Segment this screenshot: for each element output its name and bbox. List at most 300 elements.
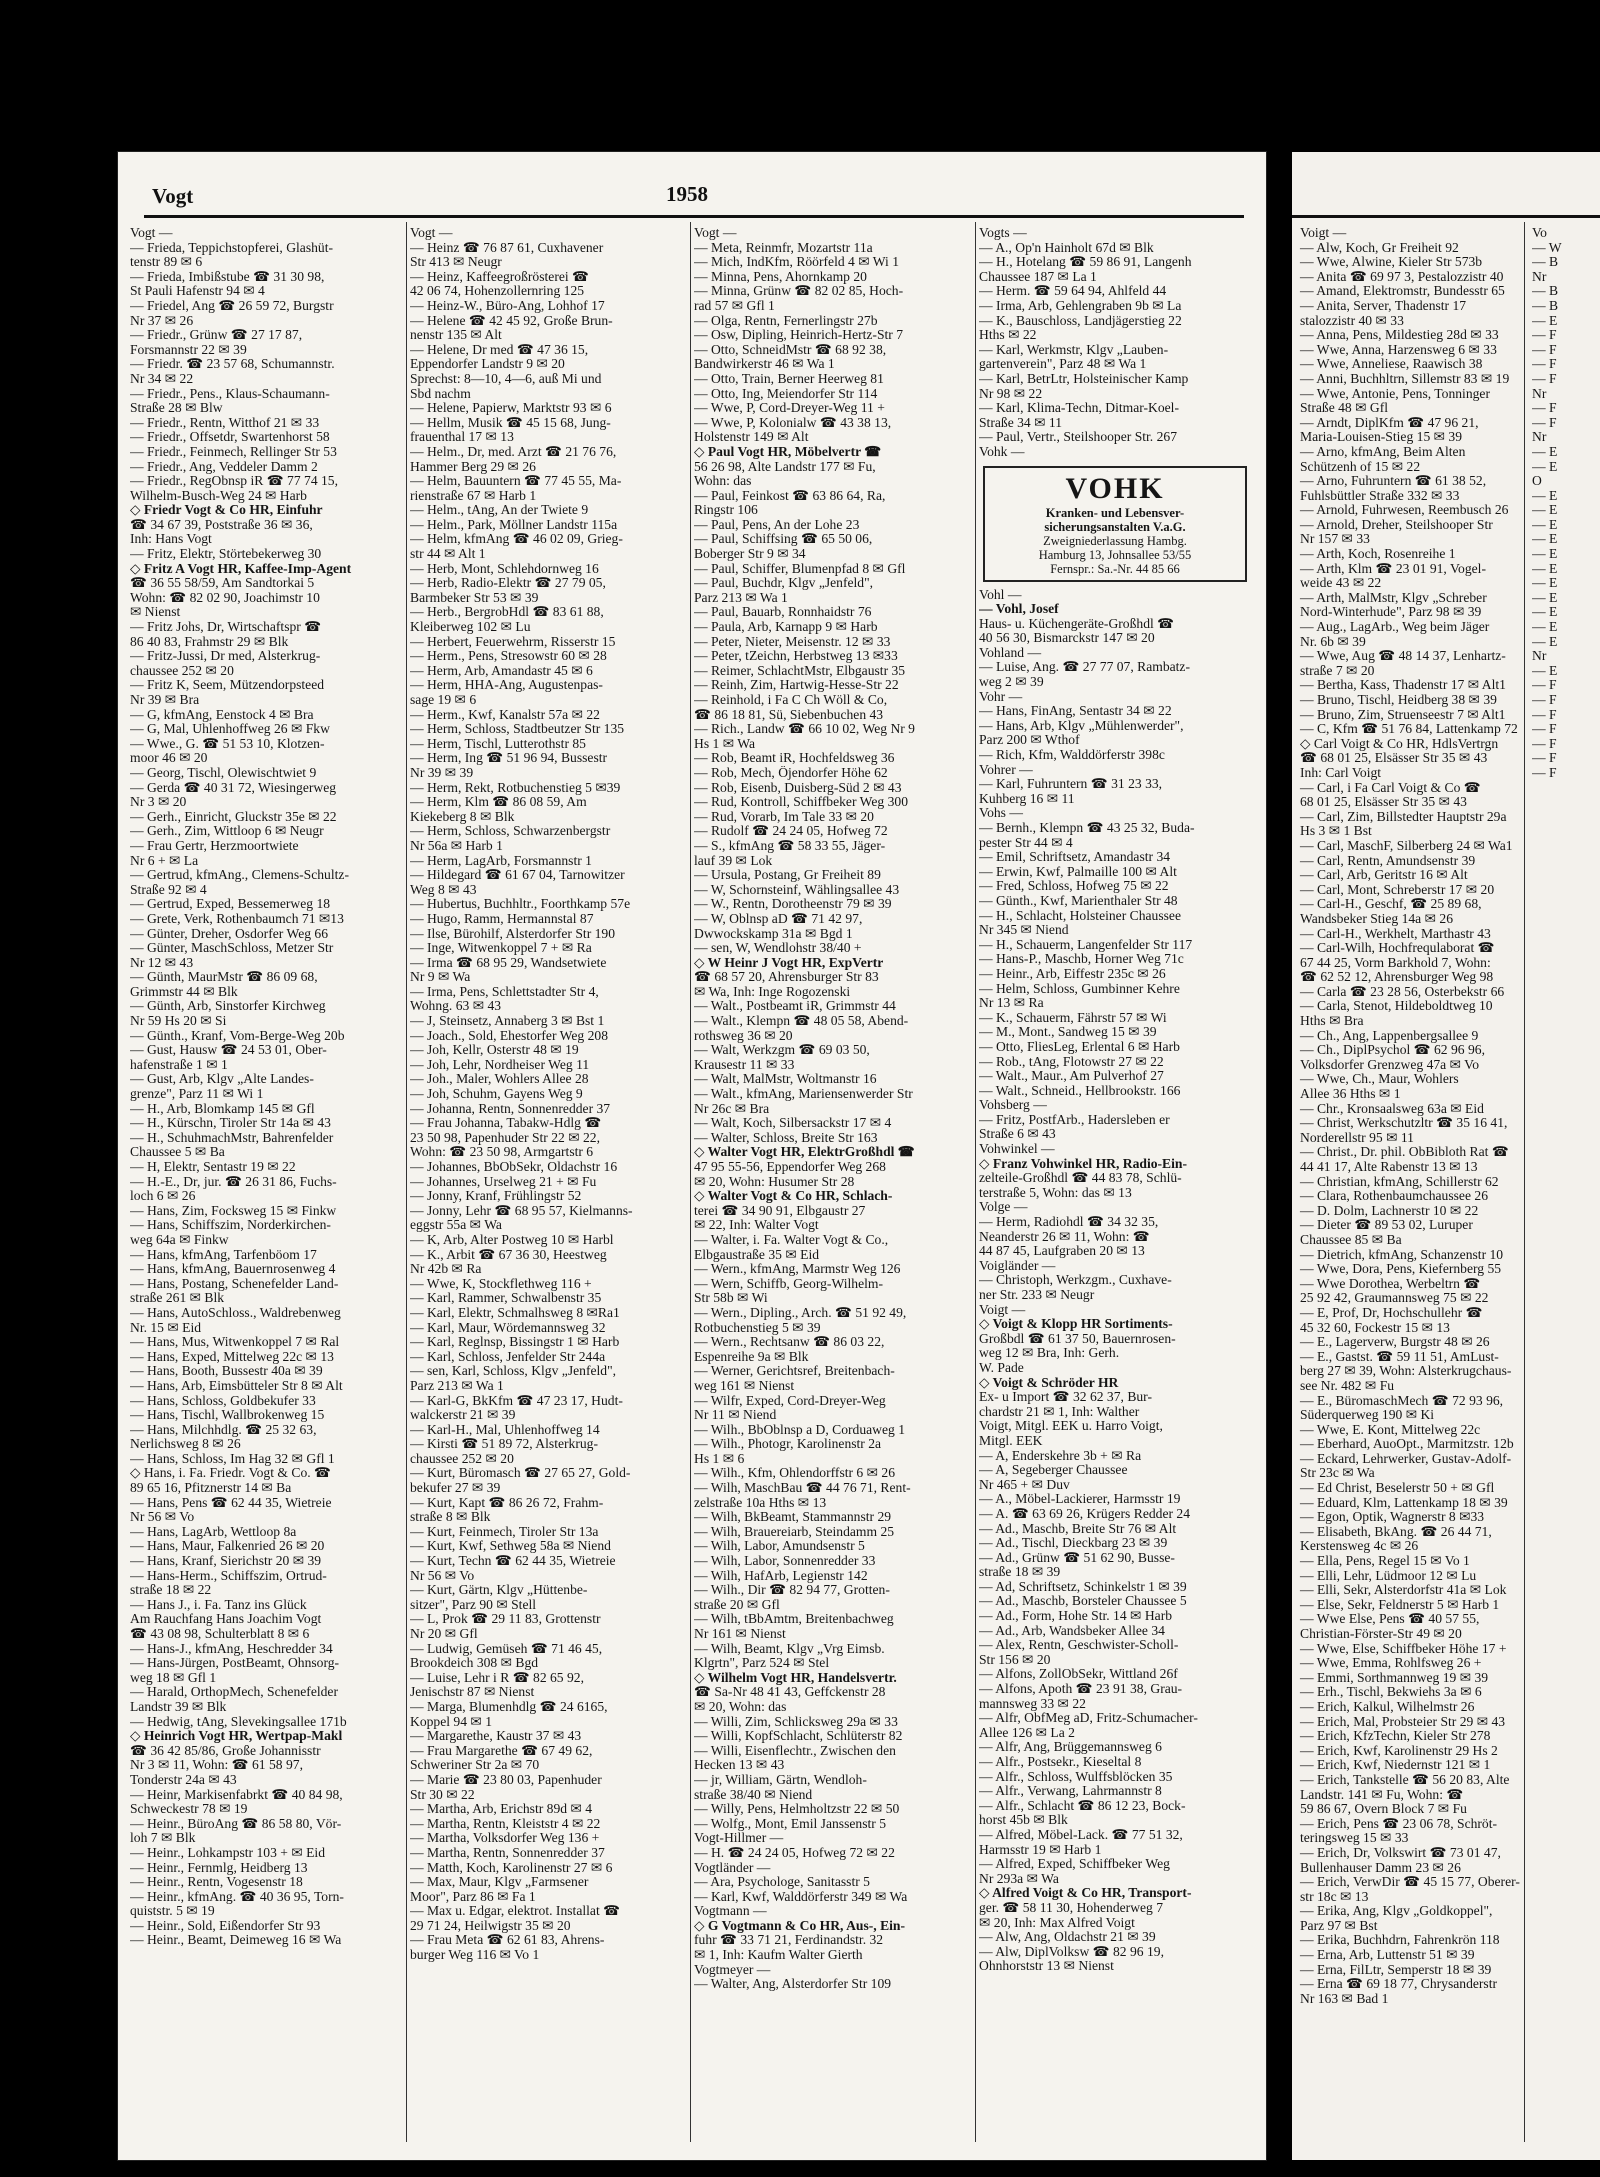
directory-entry-line: — A, Segeberger Chaussee [979,1463,1128,1478]
directory-entry-line: — Erna, Arb, Luttenstr 51 ✉ 39 [1300,1947,1475,1963]
directory-entry-line: straße 38/40 ✉ Niend [694,1787,813,1802]
directory-entry-line: — E [1532,575,1558,591]
directory-entry-line: — Walter, i. Fa. Walter Vogt & Co., [694,1232,889,1247]
directory-entry-line: — Elisabeth, BkAng. ☎ 26 44 71, [1300,1523,1492,1539]
directory-entry-line: Eppendorfer Landstr 9 ✉ 20 [410,357,565,372]
directory-entry-line: — Ad., Form, Hohe Str. 14 ✉ Harb [979,1609,1173,1624]
directory-entry-line: — H., Arb, Blomkamp 145 ✉ Gfl [130,1101,315,1116]
directory-entry-line: — F [1532,677,1557,693]
directory-entry-line: tenstr 89 ✉ 6 [130,255,203,270]
directory-entry-line: — Ad., Arb, Wandsbeker Allee 34 [979,1623,1165,1638]
directory-entry-line: — Karl, Werkmstr, Klgv „Lauben- [979,342,1169,357]
directory-entry-line: terei ☎ 34 90 91, Elbgaustr 27 [694,1203,866,1218]
directory-entry-line: Hs 1 ✉ 6 [694,1451,745,1466]
directory-entry-line: Nr 163 ✉ Bad 1 [1300,1990,1389,2006]
directory-entry-line: — sen, W, Wendlohstr 38/40 + [694,941,862,956]
directory-entry-line: Kiekeberg 8 ✉ Blk [410,809,515,824]
directory-entry-line: — Joach., Sold, Ehestorfer Weg 208 [410,1028,608,1043]
directory-entry-line: fuhr ☎ 33 71 21, Ferdinandstr. 32 [694,1933,884,1948]
directory-entry-line: — Dietrich, kfmAng, Schanzenstr 10 [1300,1246,1504,1262]
directory-entry-line: — Elli, Sekr, Alsterdorfstr 41a ✉ Lok [1300,1582,1507,1598]
directory-entry-line: — Friedr., Pens., Klaus-Schaumann- [130,386,330,401]
directory-entry-line: Nr 37 ✉ 26 [130,313,194,328]
directory-entry-line: Vogt-Hillmer — [694,1831,784,1846]
directory-entry-line: — C, Kfm ☎ 51 76 84, Lattenkamp 72 [1300,721,1518,737]
directory-entry-line: ◇ Paul Vogt HR, Möbelvertr ☎ [694,444,882,459]
directory-entry-line: — Wilh, Beamt, Klgv „Vrg Eimsb. [694,1641,885,1656]
directory-entry-line: — Arndt, DiplKfm ☎ 47 96 21, [1300,414,1479,430]
directory-entry-line: — Hans, Zim, Focksweg 15 ✉ Finkw [130,1203,337,1218]
directory-entry-line: — E [1532,312,1558,328]
directory-entry-line: loh 7 ✉ Blk [130,1831,196,1846]
entry-column-4 [979,226,1253,2146]
directory-entry-line: — Meta, Reinmfr, Mozartstr 11a [694,240,873,255]
directory-entry-line: — Ad., Maschb, Borsteler Chaussee 5 [979,1594,1187,1609]
directory-entry-line: Str 58b ✉ Wi [694,1291,768,1306]
directory-entry-line: straße 18 ✉ 39 [979,1565,1061,1580]
directory-entry-line: Nr 56 ✉ Vo [130,1510,195,1525]
directory-entry-line: — Anna, Pens, Mildestieg 28d ✉ 33 [1300,327,1499,343]
directory-entry-line: Süderquerweg 190 ✉ Ki [1300,1407,1435,1423]
directory-entry-line: — Herm, Rekt, Rotbuchenstieg 5 ✉39 [410,780,621,795]
directory-entry-line: — Herm, Schloss, Stadtbeutzer Str 135 [410,722,625,737]
directory-entry-line: — Christian, kfmAng, Schillerstr 62 [1300,1173,1499,1189]
directory-entry-line: — Hans, Arb, Eimsbütteler Str 8 ✉ Alt [130,1378,343,1393]
directory-entry-line: — A. ☎ 63 69 26, Krügers Redder 24 [979,1506,1190,1521]
directory-entry-line: 86 40 83, Frahmstr 29 ✉ Blk [130,634,289,649]
directory-entry-line: — Hubertus, Buchhltr., Foorthkamp 57e [410,897,631,912]
directory-entry-line: — Heinr., Arb, Eiffestr 235c ✉ 26 [979,966,1166,981]
directory-entry-line: Boberger Str 9 ✉ 34 [694,547,806,562]
directory-entry-line: — Minna, Grünw ☎ 82 02 85, Hoch- [694,284,904,299]
directory-entry-line: — Herm., Pens, Stresowstr 60 ✉ 28 [410,649,607,664]
directory-entry-line: Bullenhauser Damm 23 ✉ 26 [1300,1859,1461,1875]
directory-entry-line: — H, Elektr, Sentastr 19 ✉ 22 [130,1160,296,1174]
directory-entry-line: Vohland — [979,645,1042,660]
directory-entry-line: — F [1532,750,1557,766]
directory-entry-line: Weg 8 ✉ 43 [410,882,477,897]
directory-entry-line: ger. ☎ 58 11 30, Hohenderweg 7 [979,1900,1164,1915]
directory-entry-line: — Margarethe, Kaustr 37 ✉ 43 [410,1729,582,1744]
directory-entry-line: — Hans, Arb, Klgv „Mühlenwerder", [979,718,1184,733]
directory-entry-line: Straße 6 ✉ 43 [979,1127,1056,1142]
directory-entry-line: — Paul, Buchdr, Klgv „Jenfeld", [694,576,874,591]
directory-entry-line: — Karl-G, BkKfm ☎ 47 23 17, Hudt- [410,1393,623,1408]
entry-column-6-cropped [1532,226,1600,781]
directory-entry-line: — E [1532,633,1558,649]
directory-entry-line: Nr [1532,429,1547,445]
directory-entry-line: — Hans-Herm., Schiffszim, Ortrud- [130,1568,327,1583]
directory-entry-line: — Walt., Postbeamt iR, Grimmstr 44 [694,999,896,1014]
directory-entry-line: — Erich, Kwf, Niedernstr 121 ✉ 1 [1300,1757,1491,1773]
directory-entry-line: — Kurt, Feinmech, Tiroler Str 13a [410,1524,599,1539]
directory-entry-line: — Hans-P., Maschb, Horner Weg 71c [979,952,1184,967]
directory-entry-line: 44 87 45, Laufgraben 20 ✉ 13 [979,1244,1145,1259]
directory-entry-line: Str 413 ✉ Neugr [410,255,502,270]
directory-entry-line: 68 01 25, Elsässer Str 35 ✉ 43 [1300,794,1467,810]
directory-entry-line: — Alfons, ZollObSekr, Wittland 26f [979,1667,1178,1682]
directory-entry-line: Vogt — [410,226,453,240]
directory-entry-line: — Karl, Rammer, Schwalbenstr 35 [410,1291,602,1306]
directory-entry-line: lauf 39 ✉ Lok [694,853,773,868]
directory-entry-line: — Wilh, Labor, Amundsenstr 5 [694,1539,865,1554]
directory-entry-line: — jr, William, Gärtn, Wendloh- [694,1772,867,1787]
directory-entry-line: — Heinz ☎ 76 87 61, Cuxhavener [410,240,604,255]
directory-entry-line: — Herm, Tischl, Lutterothstr 85 [410,736,586,751]
directory-entry-line: — Walt, MalMstr, Woltmanstr 16 [694,1072,877,1087]
directory-entry-line: Hs 3 ✉ 1 Bst [1300,823,1372,839]
directory-entry-line: — Hans, Schloss, Im Hag 32 ✉ Gfl 1 [130,1451,335,1466]
directory-entry-line: — Ara, Psychologe, Sanitasstr 5 [694,1875,870,1890]
directory-entry-line: — Paul, Feinkost ☎ 63 86 64, Ra, [694,488,886,503]
ad-line: sicherungsanstalten V.a.G. [1044,519,1186,534]
directory-entry-line: — Herm, LagArb, Forsmannstr 1 [410,853,592,868]
directory-entry-line: Sprechst: 8—10, 4—6, auß Mi und [410,371,602,386]
directory-entry-line: Neanderstr 26 ✉ 11, Wohn: ☎ [979,1229,1150,1244]
directory-entry-line: — B [1532,254,1559,270]
directory-entry-line: Ohnhorststr 13 ✉ Nienst [979,1959,1114,1974]
directory-entry-line: — Heinr., kfmAng. ☎ 40 36 95, Torn- [130,1889,344,1904]
header-rule [144,215,1244,218]
directory-entry-line: Parz 213 ✉ Wa 1 [694,590,788,605]
directory-entry-line: — Reimer, SchlachtMstr, Elbgaustr 35 [694,663,906,678]
directory-entry-line: Volksdorfer Grenzweg 47a ✉ Vo [1300,1056,1480,1072]
directory-entry-line: — Heinr., BüroAng ☎ 86 58 80, Vör- [130,1816,342,1831]
directory-entry-line: Vohl — [979,587,1022,602]
directory-entry-line: — Wwe Dorothea, Werbeltrn ☎ [1300,1275,1481,1291]
directory-entry-line: — A., Möbel-Lackierer, Harmsstr 19 [979,1492,1181,1507]
directory-entry-line: Fuhlsbüttler Straße 332 ✉ 33 [1300,487,1460,503]
directory-entry-line: — Wilh, MaschBau ☎ 44 76 71, Rent- [694,1481,911,1496]
directory-entry-line: — Ad., Maschb, Breite Str 76 ✉ Alt [979,1521,1177,1536]
directory-entry-line: — Herbert, Feuerwehrm, Risserstr 15 [410,634,616,649]
directory-entry-line: str 44 ✉ Alt 1 [410,547,486,562]
directory-entry-line: Nerlichsweg 8 ✉ 26 [130,1437,241,1452]
directory-entry-line: horst 45b ✉ Blk [979,1813,1068,1828]
directory-entry-line: — Arno, kfmAng, Beim Alten [1300,443,1466,459]
directory-entry-line: — Wilh, HafArb, Legienstr 142 [694,1568,868,1583]
directory-entry-line: — Hans, Exped, Mittelweg 22c ✉ 13 [130,1349,334,1364]
directory-entry-line: — Günter, Dreher, Osdorfer Weg 66 [130,926,329,941]
directory-entry-line: — Otto, Train, Berner Heerweg 81 [694,371,884,386]
directory-entry-line: — Heinr., Fernmlg, Heidberg 13 [130,1860,308,1875]
directory-entry-line: — Hans, Mus, Witwenkoppel 7 ✉ Ral [130,1335,340,1350]
directory-entry-line: — F [1532,341,1557,357]
directory-entry-line: — J, Steinsetz, Annaberg 3 ✉ Bst 1 [410,1014,605,1029]
directory-entry-line: 47 95 55-56, Eppendorfer Weg 268 [694,1160,886,1174]
col4-top-entries [979,226,1253,460]
directory-entry-line: Dwwockskamp 31a ✉ Bgd 1 [694,926,853,941]
directory-entry-line: 89 65 16, Pfitznerstr 14 ✉ Ba [130,1481,292,1496]
directory-entry-line: — Walter, Ang, Alsterdorfer Str 109 [694,1977,892,1992]
directory-entry-line: — K., Arbit ☎ 67 36 30, Heestweg [410,1247,607,1262]
directory-entry-line: — Hans J., i. Fa. Tanz ins Glück [130,1597,307,1612]
directory-entry-line: — Clara, Rothenbaumchaussee 26 [1300,1188,1488,1204]
directory-entry-line: Grimmstr 44 ✉ Blk [130,984,238,999]
directory-entry-line: — W, Schornsteinf, Wählingsallee 43 [694,882,900,897]
directory-entry-line: straße 261 ✉ Blk [130,1291,225,1306]
directory-entry-line: Wilhelm-Busch-Weg 24 ✉ Harb [130,488,307,503]
directory-entry-line: — Heinr, Markisenfabrkt ☎ 40 84 98, [130,1787,343,1802]
directory-entry-line: weg 18 ✉ Gfl 1 [130,1670,217,1685]
directory-entry-line: Holstenstr 149 ✉ Alt [694,430,809,445]
directory-entry-line: Straße 48 ✉ Gfl [1300,400,1389,416]
directory-entry-line: — H., Hotelang ☎ 59 86 91, Langenh [979,255,1192,270]
directory-entry-line: Harmsstr 19 ✉ Harb 1 [979,1842,1102,1857]
directory-entry-line: — E., Gastst. ☎ 59 11 51, AmLust- [1300,1348,1499,1364]
directory-entry-line: — Wwe, Ch., Maur, Wohlers [1300,1071,1459,1087]
directory-entry-line: ☎ 86 18 81, Sü, Siebenbuchen 43 [694,707,884,722]
directory-entry-line: — Johanna, Rentn, Sonnenredder 37 [410,1101,611,1116]
directory-entry-line: ✉ 20, Wohn: Husumer Str 28 [694,1174,855,1189]
directory-entry-line: — Alfons, Apoth ☎ 23 91 38, Grau- [979,1682,1183,1697]
directory-entry-line: Koppel 94 ✉ 1 [410,1714,492,1729]
directory-entry-line: — W., Rentn, Dorotheenstr 79 ✉ 39 [694,897,892,912]
ad-line: Hamburg 13, Johnsallee 53/55 [1038,547,1192,562]
directory-entry-line: — F [1532,400,1557,416]
directory-entry-line: bekufer 27 ✉ 39 [410,1481,501,1496]
directory-entry-line: — Friedr., Feinmech, Rellinger Str 53 [130,444,337,459]
directory-entry-line: — Günter, MaschSchloss, Metzer Str [130,941,334,956]
directory-entry-line: — K, Arb, Alter Postweg 10 ✉ Harbl [410,1232,614,1247]
directory-entry-line: ◇ G Vogtmann & Co HR, Aus-, Ein- [694,1918,906,1933]
page-year-header: 1958 [666,182,708,206]
directory-entry-line: — Alex, Rentn, Geschwister-Scholl- [979,1638,1179,1653]
directory-entry-line: — Carl-H., Geschf, ☎ 25 89 68, [1300,896,1482,912]
directory-entry-line: — Martha, Volksdorfer Weg 136 + [410,1831,600,1846]
directory-entry-line: — Hugo, Ramm, Hermannstal 87 [410,911,594,926]
directory-entry-line: — Helene, Papierw, Marktstr 93 ✉ 6 [410,401,612,416]
directory-entry-line: Hs 1 ✉ Wa [694,736,756,751]
directory-entry-line: — Bruno, Zim, Struenseestr 7 ✉ Alt1 [1300,706,1506,722]
directory-entry-line: — Wern, Schiffb, Georg-Wilhelm- [694,1276,884,1291]
directory-entry-line: ◇ Fritz A Vogt HR, Kaffee-Imp-Agent [130,561,352,576]
directory-entry-line: pester Str 44 ✉ 4 [979,835,1073,850]
directory-entry-line: — Paul, Schiffsing ☎ 65 50 06, [694,532,873,547]
directory-entry-line: Maria-Louisen-Stieg 15 ✉ 39 [1300,429,1463,445]
directory-entry-line: — Osw, Dipling, Heinrich-Hertz-Str 7 [694,328,904,343]
directory-entry-line: — Karl, Maur, Wördemannsweg 32 [410,1320,606,1335]
directory-entry-line: — Paul, Pens, An der Lohe 23 [694,517,860,532]
directory-entry-line: — Helm, kfmAng ☎ 46 02 09, Grieg- [410,532,623,547]
directory-entry-line: — Johannes, BbObSekr, Oldachstr 16 [410,1160,618,1174]
directory-entry-line: — Hans, FinAng, Sentastr 34 ✉ 22 [979,704,1172,719]
directory-entry-line: straße 18 ✉ 22 [130,1583,212,1598]
directory-entry-line: Nr [1532,268,1547,284]
directory-entry-line: — Eckard, Lehrwerker, Gustav-Adolf- [1300,1450,1512,1466]
directory-entry-line: — Martha, Rentn, Kleiststr 4 ✉ 22 [410,1816,601,1831]
directory-entry-line: — Gertrud, Exped, Bessemerweg 18 [130,897,331,912]
directory-entry-line: — Wilh, Labor, Sonnenredder 33 [694,1554,876,1569]
directory-entry-line: — Friedr. ☎ 23 57 68, Schumannstr. [130,357,335,372]
directory-entry-line: rad 57 ✉ Gfl 1 [694,298,775,313]
directory-entry-line: — Alfr, ObfMeg aD, Fritz-Schumacher- [979,1711,1198,1726]
directory-entry-line: — Carl-Wilh, Hochfrequlaborat ☎ [1300,940,1495,956]
column-divider [1524,222,1525,2142]
directory-entry-line: — Arth, Klm ☎ 23 01 91, Vogel- [1300,560,1486,576]
directory-entry-line: — Walt, Koch, Silbersackstr 17 ✉ 4 [694,1116,892,1131]
directory-entry-line: — Hans, LagArb, Wettloop 8a [130,1524,297,1539]
directory-entry-line: Voigt — [1300,225,1347,240]
directory-entry-line: — Erika, Buchhdrn, Fahrenkrön 118 [1300,1932,1500,1948]
directory-entry-line: Vogtmeyer — [694,1962,771,1977]
directory-entry-line: — Rob., tAng, Flotowstr 27 ✉ 22 [979,1054,1164,1069]
directory-entry-line: 45 32 60, Fockestr 15 ✉ 13 [1300,1319,1450,1335]
directory-entry-line: — Günth., Kwf, Marienthaler Str 48 [979,893,1178,908]
directory-entry-line: — Friedel, Ang ☎ 26 59 72, Burgstr [130,298,334,313]
directory-entry-line: — Carla, Stenot, Hildeboldtweg 10 [1300,998,1493,1014]
directory-entry-line: — Matth, Koch, Karolinenstr 27 ✉ 6 [410,1860,613,1875]
ad-line: Kranken- und Lebensver- [1045,505,1185,520]
directory-entry-line: — Frau Gertr, Herzmoortwiete [130,838,299,853]
directory-entry-line: — Christoph, Werkzgm., Cuxhave- [979,1273,1172,1288]
directory-entry-line: Vogt — [130,226,173,240]
directory-entry-line: — E [1532,662,1558,678]
directory-entry-line: — H., Schauerm, Langenfelder Str 117 [979,937,1193,952]
directory-entry-line: ☎ 68 57 20, Ahrensburger Str 83 [694,970,879,985]
directory-entry-line: ☎ Sa-Nr 48 41 43, Geffckenstr 28 [694,1685,886,1700]
directory-entry-line: — Alfred, Exped, Schiffbeker Weg [979,1857,1170,1872]
directory-entry-line: — Erika, Ang, Klgv „Goldkoppel", [1300,1903,1493,1919]
directory-entry-line: — Helm., Park, Möllner Landstr 115a [410,517,618,532]
directory-entry-line: — Olga, Rentn, Fernerlingstr 27b [694,313,878,328]
ad-line: Zweigniederlassung Hambg. [1043,533,1187,548]
directory-entry-line: Straße 28 ✉ Blw [130,401,223,416]
directory-entry-line: — Heinr., Beamt, Deimeweg 16 ✉ Wa [130,1933,342,1948]
directory-entry-line: — Karl, Elektr, Schmalhsweg 8 ✉Ra1 [410,1305,620,1320]
column-divider [690,222,691,2142]
directory-entry-line: — Erich, Pens ☎ 23 06 78, Schröt- [1300,1815,1498,1831]
directory-entry-line: — Friedr., Rentn, Witthof 21 ✉ 33 [130,415,320,430]
directory-entry-line: — Carl, i Fa Carl Voigt & Co ☎ [1300,779,1481,795]
directory-entry-line: — F [1532,692,1557,707]
directory-entry-line: moor 46 ✉ 20 [130,751,208,766]
directory-entry-line: — Fritz-Jussi, Dr med, Alsterkrug- [130,649,321,664]
directory-entry-line: — Bernh., Klempn ☎ 43 25 32, Buda- [979,821,1195,835]
directory-entry-line: ◇ Voigt & Schröder HR [979,1375,1119,1390]
directory-entry-line: — Alfr., Schlacht ☎ 86 12 23, Bock- [979,1798,1186,1813]
directory-entry-line: — Ad., Tischl, Dieckbarg 23 ✉ 39 [979,1536,1168,1551]
column-divider [406,222,407,2142]
directory-entry-line: — Luise, Lehr i R ☎ 82 65 92, [410,1670,584,1685]
directory-entry-line: — Wwe., G. ☎ 51 53 10, Klotzen- [130,736,325,751]
directory-entry-line: — Paula, Arb, Karnapp 9 ✉ Harb [694,620,878,635]
directory-entry-line: — Peter, Nieter, Meisenstr. 12 ✉ 33 [694,634,891,649]
directory-entry-line: ◇ Wilhelm Vogt HR, Handelsvertr. [694,1670,897,1685]
directory-entry-line: burger Weg 116 ✉ Vo 1 [410,1948,540,1963]
directory-entry-line: — Herm., Kwf, Kanalstr 57a ✉ 22 [410,707,600,722]
directory-entry-line: — Wwe, Else, Schiffbeker Höhe 17 + [1300,1640,1507,1656]
directory-entry-line: — Else, Sekr, Feldnerstr 5 ✉ Harb 1 [1300,1596,1500,1612]
directory-entry-line: Vohr — [979,689,1023,704]
directory-entry-line: Nr 56 ✉ Vo [410,1568,475,1583]
entry-column-1 [130,226,404,2146]
directory-entry-line: — Gust, Hausw ☎ 24 53 01, Ober- [130,1043,327,1058]
directory-entry-line: Moor", Parz 86 ✉ Fa 1 [410,1889,536,1904]
directory-entry-line: — Fritz, Elektr, Störtebekerweg 30 [130,547,322,562]
directory-entry-line: ✉ Wa, Inh: Inge Rogozenski [694,984,851,999]
directory-entry-line: Voigt, Mitgl. EEK u. Harro Voigt, [979,1419,1163,1434]
directory-entry-line: — Luise, Ang. ☎ 27 77 07, Rambatz- [979,660,1190,675]
ad-line: Fernspr.: Sa.-Nr. 44 85 66 [1050,561,1180,576]
directory-entry-line: ☎ 68 01 25, Elsässer Str 35 ✉ 43 [1300,750,1488,766]
directory-entry-line: Inh: Hans Vogt [130,532,212,547]
directory-entry-line: ◇ Walter Vogt & Co HR, Schlach- [694,1189,893,1204]
directory-entry-line: Str 30 ✉ 22 [410,1787,475,1802]
directory-entry-line: — Bertha, Kass, Thadenstr 17 ✉ Alt1 [1300,677,1506,693]
directory-entry-line: Chaussee 85 ✉ Ba [1300,1231,1402,1247]
directory-entry-line: ✉ 20, Inh: Max Alfred Voigt [979,1915,1135,1930]
directory-entry-line: Vogts — [979,226,1027,240]
directory-entry-line: Nr 39 ✉ 39 [410,765,474,780]
directory-entry-line: — E [1532,443,1558,459]
directory-entry-line: — Harald, OrthopMech, Schenefelder [130,1685,338,1700]
directory-entry-line: — Helm., tAng, An der Twiete 9 [410,503,589,518]
directory-entry-line: Schweriner Str 2a ✉ 70 [410,1758,540,1773]
directory-entry-line: Nr 39 ✉ Bra [130,693,200,707]
directory-entry-line: — F [1532,356,1557,372]
directory-entry-line: — Carl, Mont, Schreberstr 17 ✉ 20 [1300,881,1495,897]
directory-entry-line: — Erich, Mal, Probsteier Str 29 ✉ 43 [1300,1713,1506,1729]
directory-entry-line: sage 19 ✉ 6 [410,693,477,707]
directory-entry-line: — Emmi, Sorthmannweg 19 ✉ 39 [1300,1669,1489,1685]
directory-entry-line: — Karl, BetrLtr, Holsteinischer Kamp [979,371,1189,386]
directory-entry-line: — Hans, Booth, Bussestr 40a ✉ 39 [130,1364,323,1379]
directory-entry-line: — Ilse, Bürohilf, Alsterdorfer Str 190 [410,926,616,941]
directory-entry-line: — Wilh., Photogr, Karolinenstr 2a [694,1437,882,1452]
directory-entry-line: sitzer", Parz 90 ✉ Stell [410,1597,537,1612]
directory-entry-line: — F [1532,414,1557,430]
directory-entry-line: — Wwe, Emma, Rohlfsweg 26 + [1300,1655,1482,1671]
directory-entry-line: Allee 36 Hths ✉ 1 [1300,1086,1401,1102]
directory-entry-line: — Hans, kfmAng, Bauernrosenweg 4 [130,1262,336,1277]
directory-entry-line: Jenischstr 87 ✉ Nienst [410,1685,535,1700]
directory-entry-line: — Günth, MaurMstr ☎ 86 09 68, [130,970,318,985]
directory-entry-line: — Carl, Arb, Geritstr 16 ✉ Alt [1300,867,1468,883]
directory-entry-line: Kleiberweg 102 ✉ Lu [410,620,531,635]
directory-entry-line: ☎ 34 67 39, Poststraße 36 ✉ 36, [130,517,313,532]
directory-entry-line: Nr 20 ✉ Gfl [410,1627,478,1641]
directory-entry-line: — E [1532,589,1558,605]
directory-entry-line: — Arnold, Dreher, Steilshooper Str [1300,516,1493,532]
directory-entry-line: — Martha, Rentn, Sonnenredder 37 [410,1845,605,1860]
directory-entry-line: quiststr. 5 ✉ 19 [130,1904,215,1919]
directory-entry-line: — Reinh, Zim, Hartwig-Hesse-Str 22 [694,678,899,693]
directory-entry-line: gartenverein", Parz 48 ✉ Wa 1 [979,357,1147,372]
directory-entry-line: — Hildegard ☎ 61 67 04, Tarnowitzer [410,868,625,883]
directory-entry-line: — Kurt, Techn ☎ 62 44 35, Wietreie [410,1554,616,1569]
directory-entry-line: — Willy, Pens, Helmholtzstr 22 ✉ 50 [694,1802,900,1817]
directory-entry-line: see Nr. 482 ✉ Fu [1300,1377,1395,1393]
entry-column-5 [1300,226,1520,2006]
directory-entry-line: chaussee 252 ✉ 20 [410,1451,514,1466]
directory-page [118,152,1266,2160]
directory-entry-line: Inh: Carl Voigt [1300,764,1382,780]
directory-entry-line: — Hellm, Musik ☎ 45 15 68, Jung- [410,415,611,430]
directory-entry-line: — Otto, SchneidMstr ☎ 68 92 38, [694,342,887,357]
directory-entry-line: Wohn: ☎ 82 02 90, Joachimstr 10 [130,590,320,605]
directory-entry-line: — Frieda, Imbißstube ☎ 31 30 98, [130,269,325,284]
directory-entry-line: — Friedr., Offsetdr, Swartenhorst 58 [130,430,330,445]
directory-entry-line: — Wwe, Antonie, Pens, Tonninger [1300,385,1490,401]
directory-entry-line: — Karl, Kwf, Walddörferstr 349 ✉ Wa [694,1889,908,1904]
directory-entry-line: — Jonny, Kranf, Frühlingstr 52 [410,1189,582,1204]
directory-entry-line: — Hans-J., kfmAng, Heschredder 34 [130,1641,333,1656]
directory-entry-line: Voigt — [979,1302,1026,1317]
directory-entry-line: 40 56 30, Bismarckstr 147 ✉ 20 [979,631,1155,646]
directory-entry-line: — G, Mal, Uhlenhoffweg 26 ✉ Fkw [130,722,330,737]
directory-entry-line: — Hans, kfmAng, Tarfenböom 17 [130,1247,317,1262]
